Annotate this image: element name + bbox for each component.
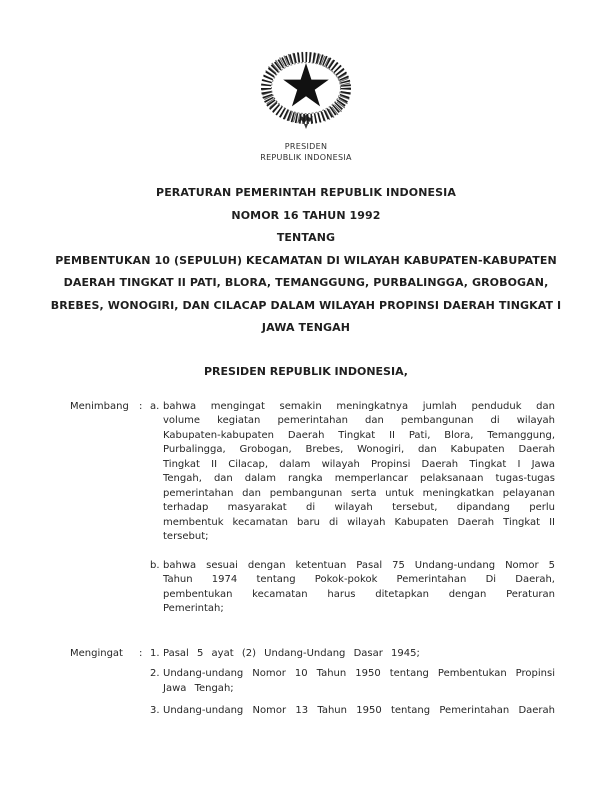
clause-menimbang	[70, 400, 555, 617]
letterhead	[0, 50, 612, 163]
presidential-seal-icon	[256, 50, 356, 134]
clause-item-a	[150, 400, 555, 545]
clause-mengingat	[70, 647, 555, 719]
title-line-subject-3: BREBES, WONOGIRI, DAN CILACAP DALAM WILAYAH PROPINSI DAERAH TINGKAT I	[50, 298, 562, 312]
title-line-regulation: PERATURAN PEMERINTAH REPUBLIK INDONESIA	[156, 186, 456, 199]
title-line-subject-1: PEMBENTUKAN 10 (SEPULUH) KECAMATAN DI WILAYAH KABUPATEN-KABUPATEN	[55, 253, 557, 267]
letterhead-presiden: PRESIDEN	[284, 142, 328, 151]
title-block	[0, 182, 612, 340]
salutation: PRESIDEN REPUBLIK INDONESIA,	[204, 364, 408, 378]
clause-label: Menimbang	[70, 400, 129, 412]
item-text: Pasal 5 ayat (2) Undang-Undang Dasar 1945;	[163, 647, 420, 659]
clause-item-b	[150, 559, 555, 617]
item-marker: 2.	[150, 668, 160, 679]
item-marker: 1.	[150, 647, 160, 659]
clause-colon: :	[139, 647, 143, 659]
clause-item-1	[150, 647, 555, 662]
item-text: bahwa mengingat semakin meningkatnya jumlah penduduk dan volume kegiatan pemerintahan dan pembangunan di wilayah Kabupaten-kabupaten Daerah Tingkat II Pati, Blora, Temanggung, Purbalingga, Grobogan, Brebes, Wonogiri, dan Kabupaten Daerah Tingkat II Cilacap, dalam wilayah Propinsi Daerah Tingkat I Jawa Tengah, dan dalam rangka memperlancar pelaksanaan tugas-tugas pemerintahan dan pembangunan serta untuk meningkatkan pelayanan terhadap masyarakat di wilayah tersebut, dipandang perlu membentuk kecamatan baru di wilayah Kabupaten Daerah Tingkat II tersebut;	[163, 400, 555, 542]
item-marker: a.	[150, 400, 160, 412]
title-line-tentang: TENTANG	[276, 231, 336, 244]
clauses-section	[70, 400, 555, 719]
item-marker: b.	[150, 559, 160, 571]
item-text: Undang-undang Nomor 13 Tahun 1950 tentang Pemerintahan Daerah	[163, 705, 555, 716]
title-line-subject-4: JAWA TENGAH	[261, 321, 351, 334]
letterhead-republik-indonesia: REPUBLIK INDONESIA	[260, 153, 352, 162]
clause-items	[150, 647, 555, 719]
clause-item-3	[150, 704, 555, 719]
clause-item-2	[150, 667, 555, 696]
clause-label: Mengingat	[70, 647, 123, 659]
item-text: bahwa sesuai dengan ketentuan Pasal 75 Undang-undang Nomor 5 Tahun 1974 tentang Pokok-pokok Pemerintahan Di Daerah, pembentukan kecamatan harus ditetapkan dengan Peraturan Pemerintah;	[163, 559, 555, 614]
clause-colon: :	[139, 400, 143, 412]
item-marker: 3.	[150, 705, 160, 716]
star-icon	[283, 63, 329, 106]
title-line-number: NOMOR 16 TAHUN 1992	[231, 208, 381, 222]
item-text: Undang-undang Nomor 10 Tahun 1950 tentang Pembentukan Propinsi Jawa Tengah;	[163, 668, 555, 694]
title-line-subject-2: DAERAH TINGKAT II PATI, BLORA, TEMANGGUNG, PURBALINGGA, GROBOGAN,	[63, 276, 549, 289]
clause-items	[150, 400, 555, 617]
